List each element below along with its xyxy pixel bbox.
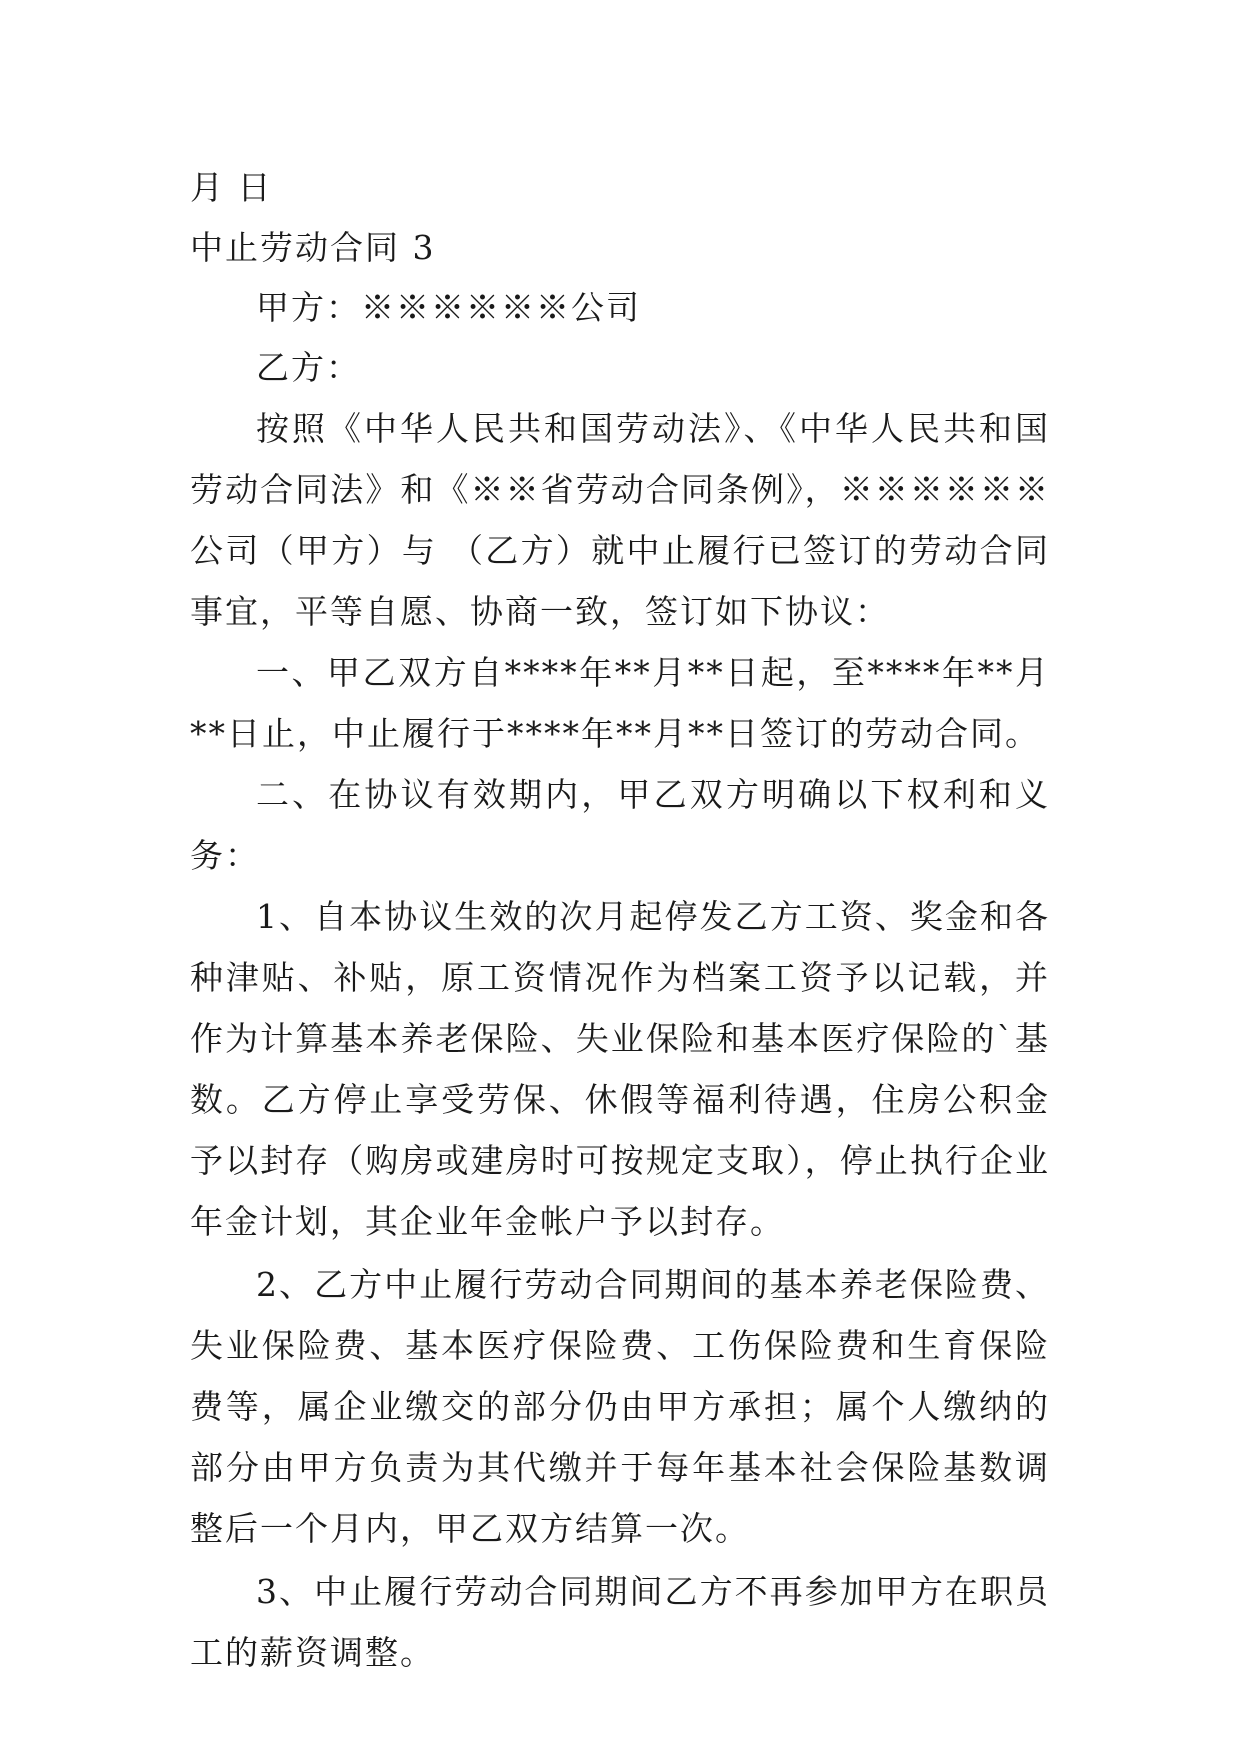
date-fragment: 月 日: [190, 168, 273, 207]
paragraph-item-2: 2、乙方中止履行劳动合同期间的基本养老保险费、失业保险费、基本医疗保险费、工伤保险费和生育保险费等，属企业缴交的部分仍由甲方承担；属个人缴纳的部分由甲方负责为其代缴并于每年基本社会保险基数调整后一个月内，甲乙双方结算一次。: [190, 1265, 1050, 1548]
section-heading: 中止劳动合同 3: [190, 228, 436, 267]
party-a-line: 甲方：※※※※※※公司: [256, 288, 641, 327]
paragraph-item-3: 3、中止履行劳动合同期间乙方不再参加甲方在职员工的薪资调整。: [190, 1572, 1050, 1672]
paragraph-clause-1: 一、甲乙双方自****年**月**日起，至****年**月**日止，中止履行于****年**月**日签订的劳动合同。: [190, 653, 1050, 753]
paragraph-preamble: 按照《中华人民共和国劳动法》、《中华人民共和国劳动合同法》和《※※省劳动合同条例》，※※※※※※公司（甲方）与 （乙方）就中止履行已签订的劳动合同事宜，平等自愿、协商一致，签订如下协议：: [190, 409, 1050, 631]
document-page: [190, 158, 1050, 1683]
paragraph-clause-2: 二、在协议有效期内，甲乙双方明确以下权利和义务：: [190, 775, 1050, 875]
paragraph-item-1: 1、自本协议生效的次月起停发乙方工资、奖金和各种津贴、补贴，原工资情况作为档案工资予以记载，并作为计算基本养老保险、失业保险和基本医疗保险的`基数。乙方停止享受劳保、休假等福利待遇，住房公积金予以封存（购房或建房时可按规定支取），停止执行企业年金计划，其企业年金帐户予以封存。: [190, 897, 1050, 1241]
party-b-line: 乙方：: [256, 348, 361, 387]
